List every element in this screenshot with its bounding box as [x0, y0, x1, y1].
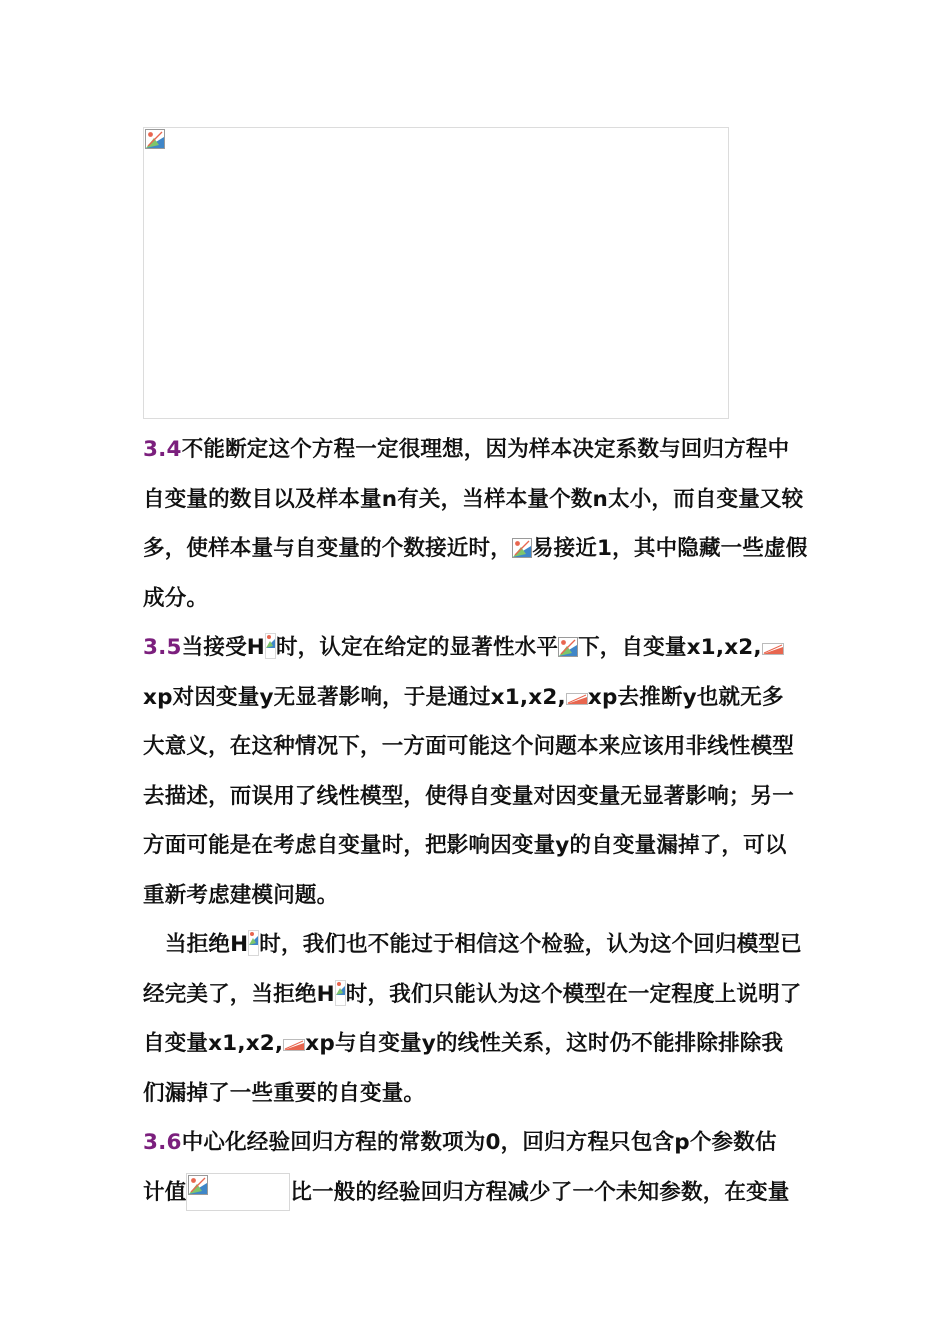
broken-image-icon	[186, 1173, 290, 1211]
section-3-5-line-3	[143, 722, 823, 772]
broken-image-icon	[762, 643, 784, 655]
text-run: 们漏掉了一些重要的自变量。	[143, 1080, 426, 1106]
text-run: 下，自变量x1,x2,	[578, 635, 762, 660]
text-run: xp与自变量y的线性关系，这时仍不能排除排除我	[305, 1031, 784, 1056]
broken-image-icon	[248, 930, 259, 956]
section-3-5-line-1	[143, 623, 823, 673]
text-run: 不能断定这个方程一定很理想，因为样本决定系数与回归方程中	[181, 437, 790, 462]
section-3-4-line-2	[143, 475, 823, 525]
broken-image-icon	[265, 633, 276, 659]
broken-image-icon	[566, 693, 588, 705]
text-run: 计值	[143, 1179, 187, 1205]
text-run: xp对因变量y无显著影响，于是通过x1,x2,	[143, 684, 566, 710]
section-3-5-line-5	[143, 821, 823, 871]
section-number: 3.5	[143, 635, 182, 660]
broken-image-icon	[512, 538, 532, 558]
text-run: 去描述，而误用了线性模型，使得自变量对因变量无显著影响；另一	[143, 783, 795, 809]
section-3-6-line-1	[143, 1118, 823, 1168]
text-run: 经完美了，当拒绝H	[143, 981, 335, 1007]
broken-image-icon	[143, 127, 729, 419]
reject-para-line-3	[143, 1019, 823, 1069]
text-run: 自变量的数目以及样本量n有关，当样本量个数n太小，而自变量又较	[143, 486, 804, 512]
text-run: xp去推断y也就无多	[587, 684, 784, 710]
text-run: 当拒绝H	[165, 932, 249, 957]
broken-image-glyph	[145, 129, 165, 149]
text-run: 自变量x1,x2,	[143, 1031, 284, 1056]
text-run: 成分。	[143, 585, 209, 611]
text-run: 大意义，在这种情况下，一方面可能这个问题本来应该用非线性模型	[143, 734, 795, 759]
text-run: 中心化经验回归方程的常数项为0，回归方程只包含p个参数估	[181, 1130, 777, 1155]
section-3-6-line-2	[143, 1168, 823, 1218]
section-number: 3.4	[143, 437, 182, 462]
reject-para-line-1	[143, 920, 823, 970]
section-3-4-line-4	[143, 574, 823, 624]
text-run: 易接近1，其中隐藏一些虚假	[531, 536, 808, 561]
section-3-4-line-3	[143, 524, 823, 574]
broken-image-icon	[283, 1039, 305, 1051]
section-3-5-line-2	[143, 673, 823, 723]
section-number: 3.6	[143, 1130, 182, 1155]
text-run: 比一般的经验回归方程减少了一个未知参数，在变量	[290, 1179, 790, 1205]
reject-para-line-4	[143, 1069, 823, 1119]
section-3-4-line-1	[143, 425, 823, 475]
text-run: 方面可能是在考虑自变量时，把影响因变量y的自变量漏掉了，可以	[143, 833, 787, 858]
text-run: 重新考虑建模问题。	[143, 882, 339, 908]
text-run: 时，认定在给定的显著性水平	[275, 635, 559, 660]
section-3-5-line-4	[143, 772, 823, 822]
reject-para-line-2	[143, 970, 823, 1020]
section-3-5-line-6	[143, 871, 823, 921]
body-text	[143, 425, 823, 1217]
text-run: 当接受H	[181, 635, 265, 660]
text-run: 时，我们也不能过于相信这个检验，认为这个回归模型已	[259, 932, 802, 957]
broken-image-icon	[335, 980, 346, 1006]
text-run: 时，我们只能认为这个模型在一定程度上说明了	[345, 981, 802, 1007]
text-run: 多，使样本量与自变量的个数接近时，	[143, 536, 512, 561]
broken-image-icon	[558, 637, 578, 657]
